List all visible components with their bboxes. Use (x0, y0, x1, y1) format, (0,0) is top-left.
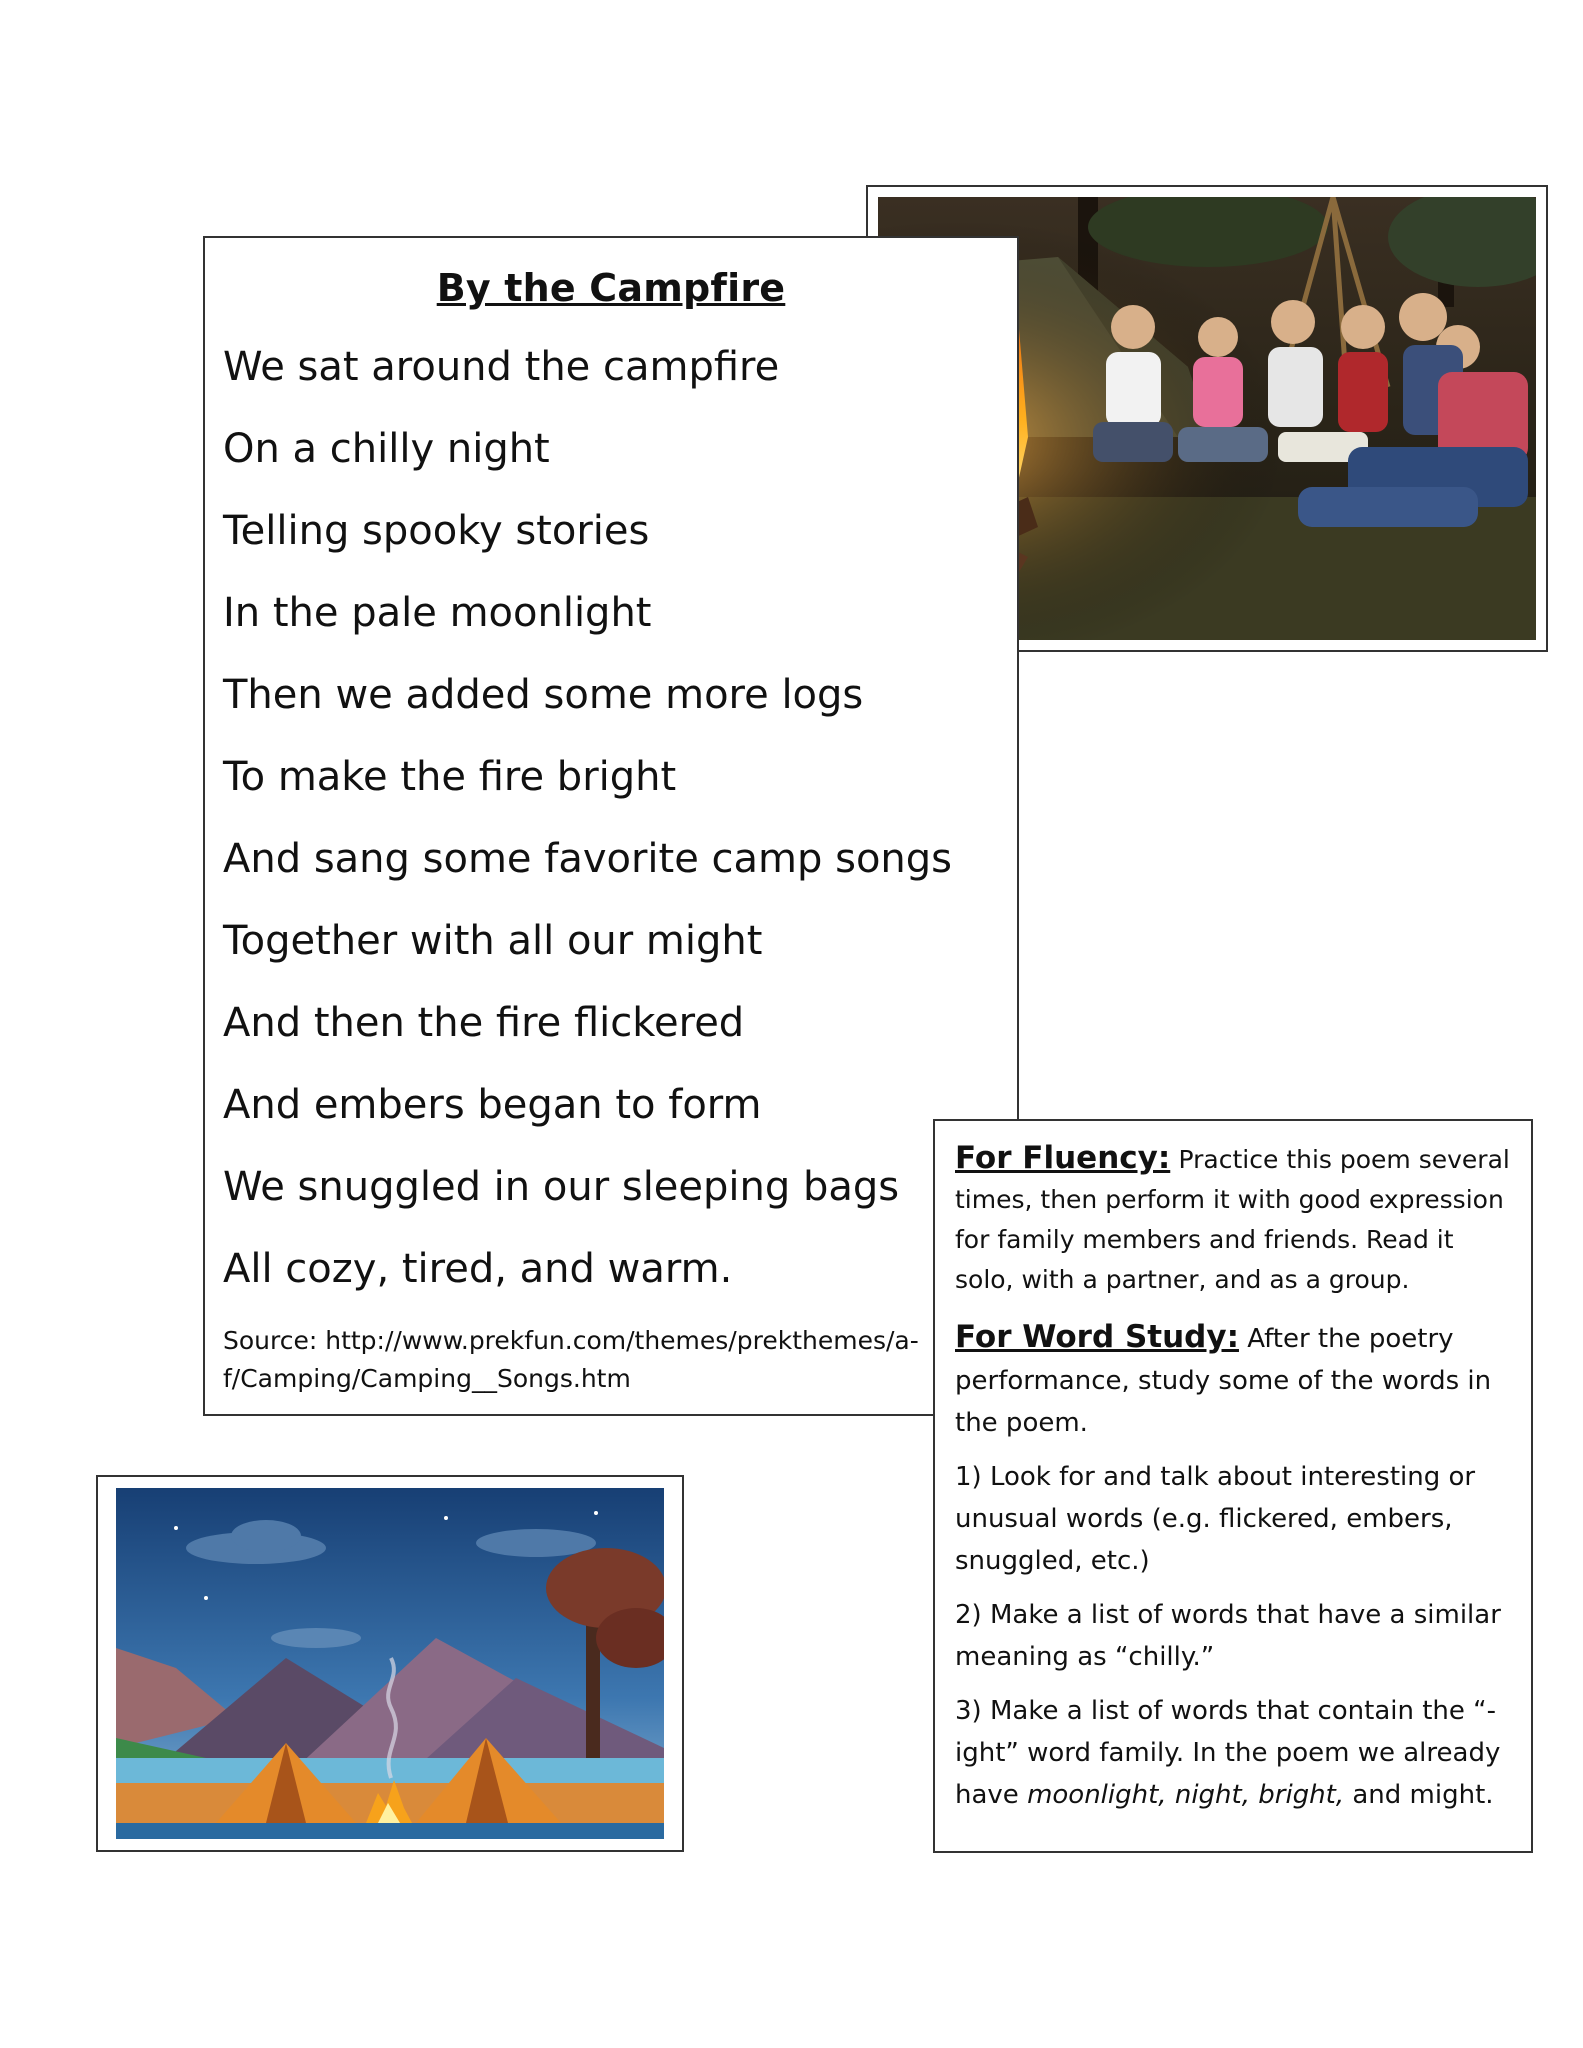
word-study-step: 1) Look for and talk about interesting or unusual words (e.g. flickered, embers, snuggled, etc.) (955, 1462, 1476, 1576)
step3-example-words: moonlight, night, bright, (1027, 1780, 1345, 1810)
step3-suffix: and might. (1344, 1780, 1494, 1810)
camping-illustration-frame (96, 1475, 684, 1852)
tents-campfire-illustration (116, 1488, 664, 1839)
fluency-text: Practice this poem several times, then perform it with good expression for family members and friends. Read it solo, with a partner, and as a group. (955, 1145, 1510, 1294)
poem-line: And sang some favorite camp songs (223, 836, 953, 882)
poem-line: On a chilly night (223, 426, 550, 472)
poem-title: By the Campfire (436, 266, 786, 310)
word-study-section (955, 1316, 1511, 1444)
step3-prefix: 3) Make a list of words that contain the “-ight” word family. In the poem we already have (955, 1696, 1501, 1810)
poem-line: And then the fire flickered (223, 1000, 745, 1046)
fluency-heading: For Fluency: (955, 1140, 1171, 1176)
poem-line: Then we added some more logs (223, 672, 864, 718)
poem-line: In the pale moonlight (223, 590, 652, 636)
poem-box (203, 236, 1019, 1416)
poem-line: All cozy, tired, and warm. (223, 1246, 733, 1292)
poem-line: To make the fire bright (223, 754, 677, 800)
word-study-text: After the poetry performance, study some of the words in the poem. (955, 1324, 1492, 1438)
poem-line: We sat around the campfire (223, 344, 780, 390)
fluency-section (955, 1139, 1511, 1300)
poem-line: We snuggled in our sleeping bags (223, 1164, 900, 1210)
activities-box (933, 1119, 1533, 1853)
poem-line: Together with all our might (223, 918, 763, 964)
word-study-step (955, 1690, 1511, 1816)
poem-line: Telling spooky stories (223, 508, 650, 554)
word-study-heading: For Word Study: (955, 1319, 1239, 1355)
word-study-step: 2) Make a list of words that have a similar meaning as “chilly.” (955, 1600, 1501, 1672)
poem-line: And embers began to form (223, 1082, 762, 1128)
poem-source: Source: http://www.prekfun.com/themes/prekthemes/a-f/Camping/Camping__Songs.htm (223, 1326, 919, 1393)
